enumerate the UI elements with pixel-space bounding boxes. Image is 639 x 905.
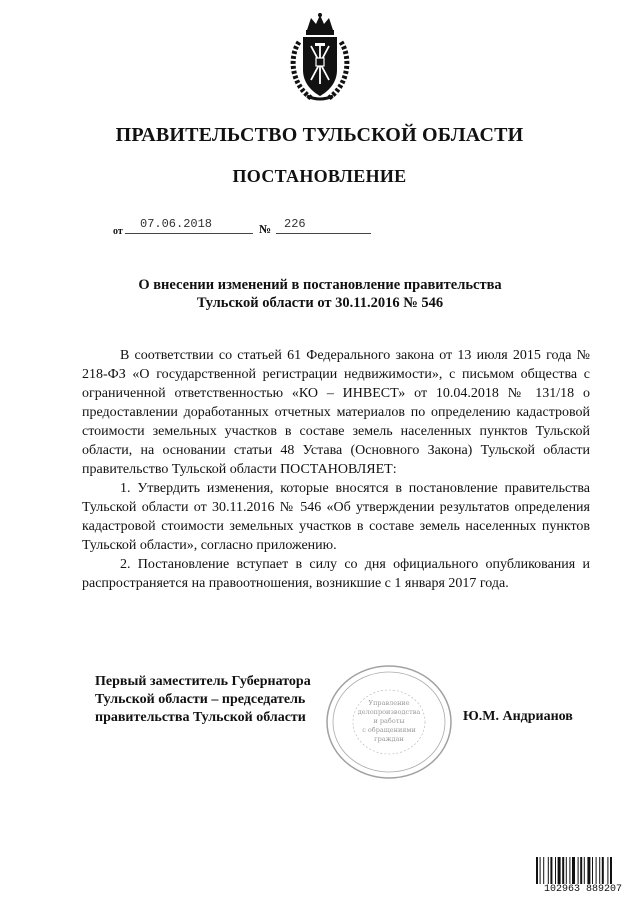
item-2-paragraph: 2. Постановление вступает в силу со дня официального опубликования и распространяется на правоотношения, возникшие с 1 января 2017 года. [82, 557, 590, 591]
stamp-line-5: граждан [374, 735, 404, 743]
date-value: 07.06.2018 [140, 217, 213, 231]
signer-title [95, 673, 311, 727]
signer-title-line-1: Первый заместитель Губернатора [95, 674, 311, 689]
signer-title-line-2: Тульской области – председатель [95, 692, 306, 707]
stamp-line-3: и работы [373, 717, 405, 725]
number-label: № [259, 222, 272, 236]
number-value: 226 [284, 217, 306, 231]
government-title: ПРАВИТЕЛЬСТВО ТУЛЬСКОЙ ОБЛАСТИ [115, 124, 524, 146]
subject-heading [80, 276, 560, 312]
stamp-line-4: с обращениями [362, 726, 416, 734]
subject-line-2: Тульской области от 30.11.2016 № 546 [196, 295, 444, 311]
stamp-line-2: делопроизводства [357, 708, 421, 716]
official-round-stamp-icon [320, 660, 458, 785]
document-type: ПОСТАНОВЛЕНИЕ [232, 166, 407, 186]
document-body [82, 346, 590, 593]
preamble-paragraph: В соответствии со статьей 61 Федерального закона от 13 июля 2015 года № 218-ФЗ «О государственной регистрации недвижимости», с письмом общества с ограниченной ответственностью «КО – ИНВЕСТ» от 10.04.2018 № 131/18 о предоставлении доработанных отчетных материалов по определению кадастровой стоимости земельных участков в составе земель населенных пунктов Тульской области, на основании статьи 48 Устава (Основного Закона) Тульской области правительство Тульской области ПОСТАНОВЛЯЕТ: [82, 348, 590, 477]
date-label: от [113, 226, 123, 237]
barcode-number: 102963 889207 [535, 884, 631, 895]
signer-name: Ю.М. Андрианов [463, 709, 573, 724]
item-1-paragraph: 1. Утвердить изменения, которые вносятся в постановление правительства Тульской области от 30.11.2016 № 546 «Об утверждении результатов определения кадастровой стоимости земельных участков в составе земель населенных пунктов Тульской области», согласно приложению. [82, 481, 590, 553]
tula-coat-of-arms-icon [285, 12, 355, 104]
signer-title-line-3: правительства Тульской области [95, 710, 306, 725]
stamp-line-1: Управление [368, 699, 410, 707]
subject-line-1: О внесении изменений в постановление правительства [138, 277, 502, 293]
